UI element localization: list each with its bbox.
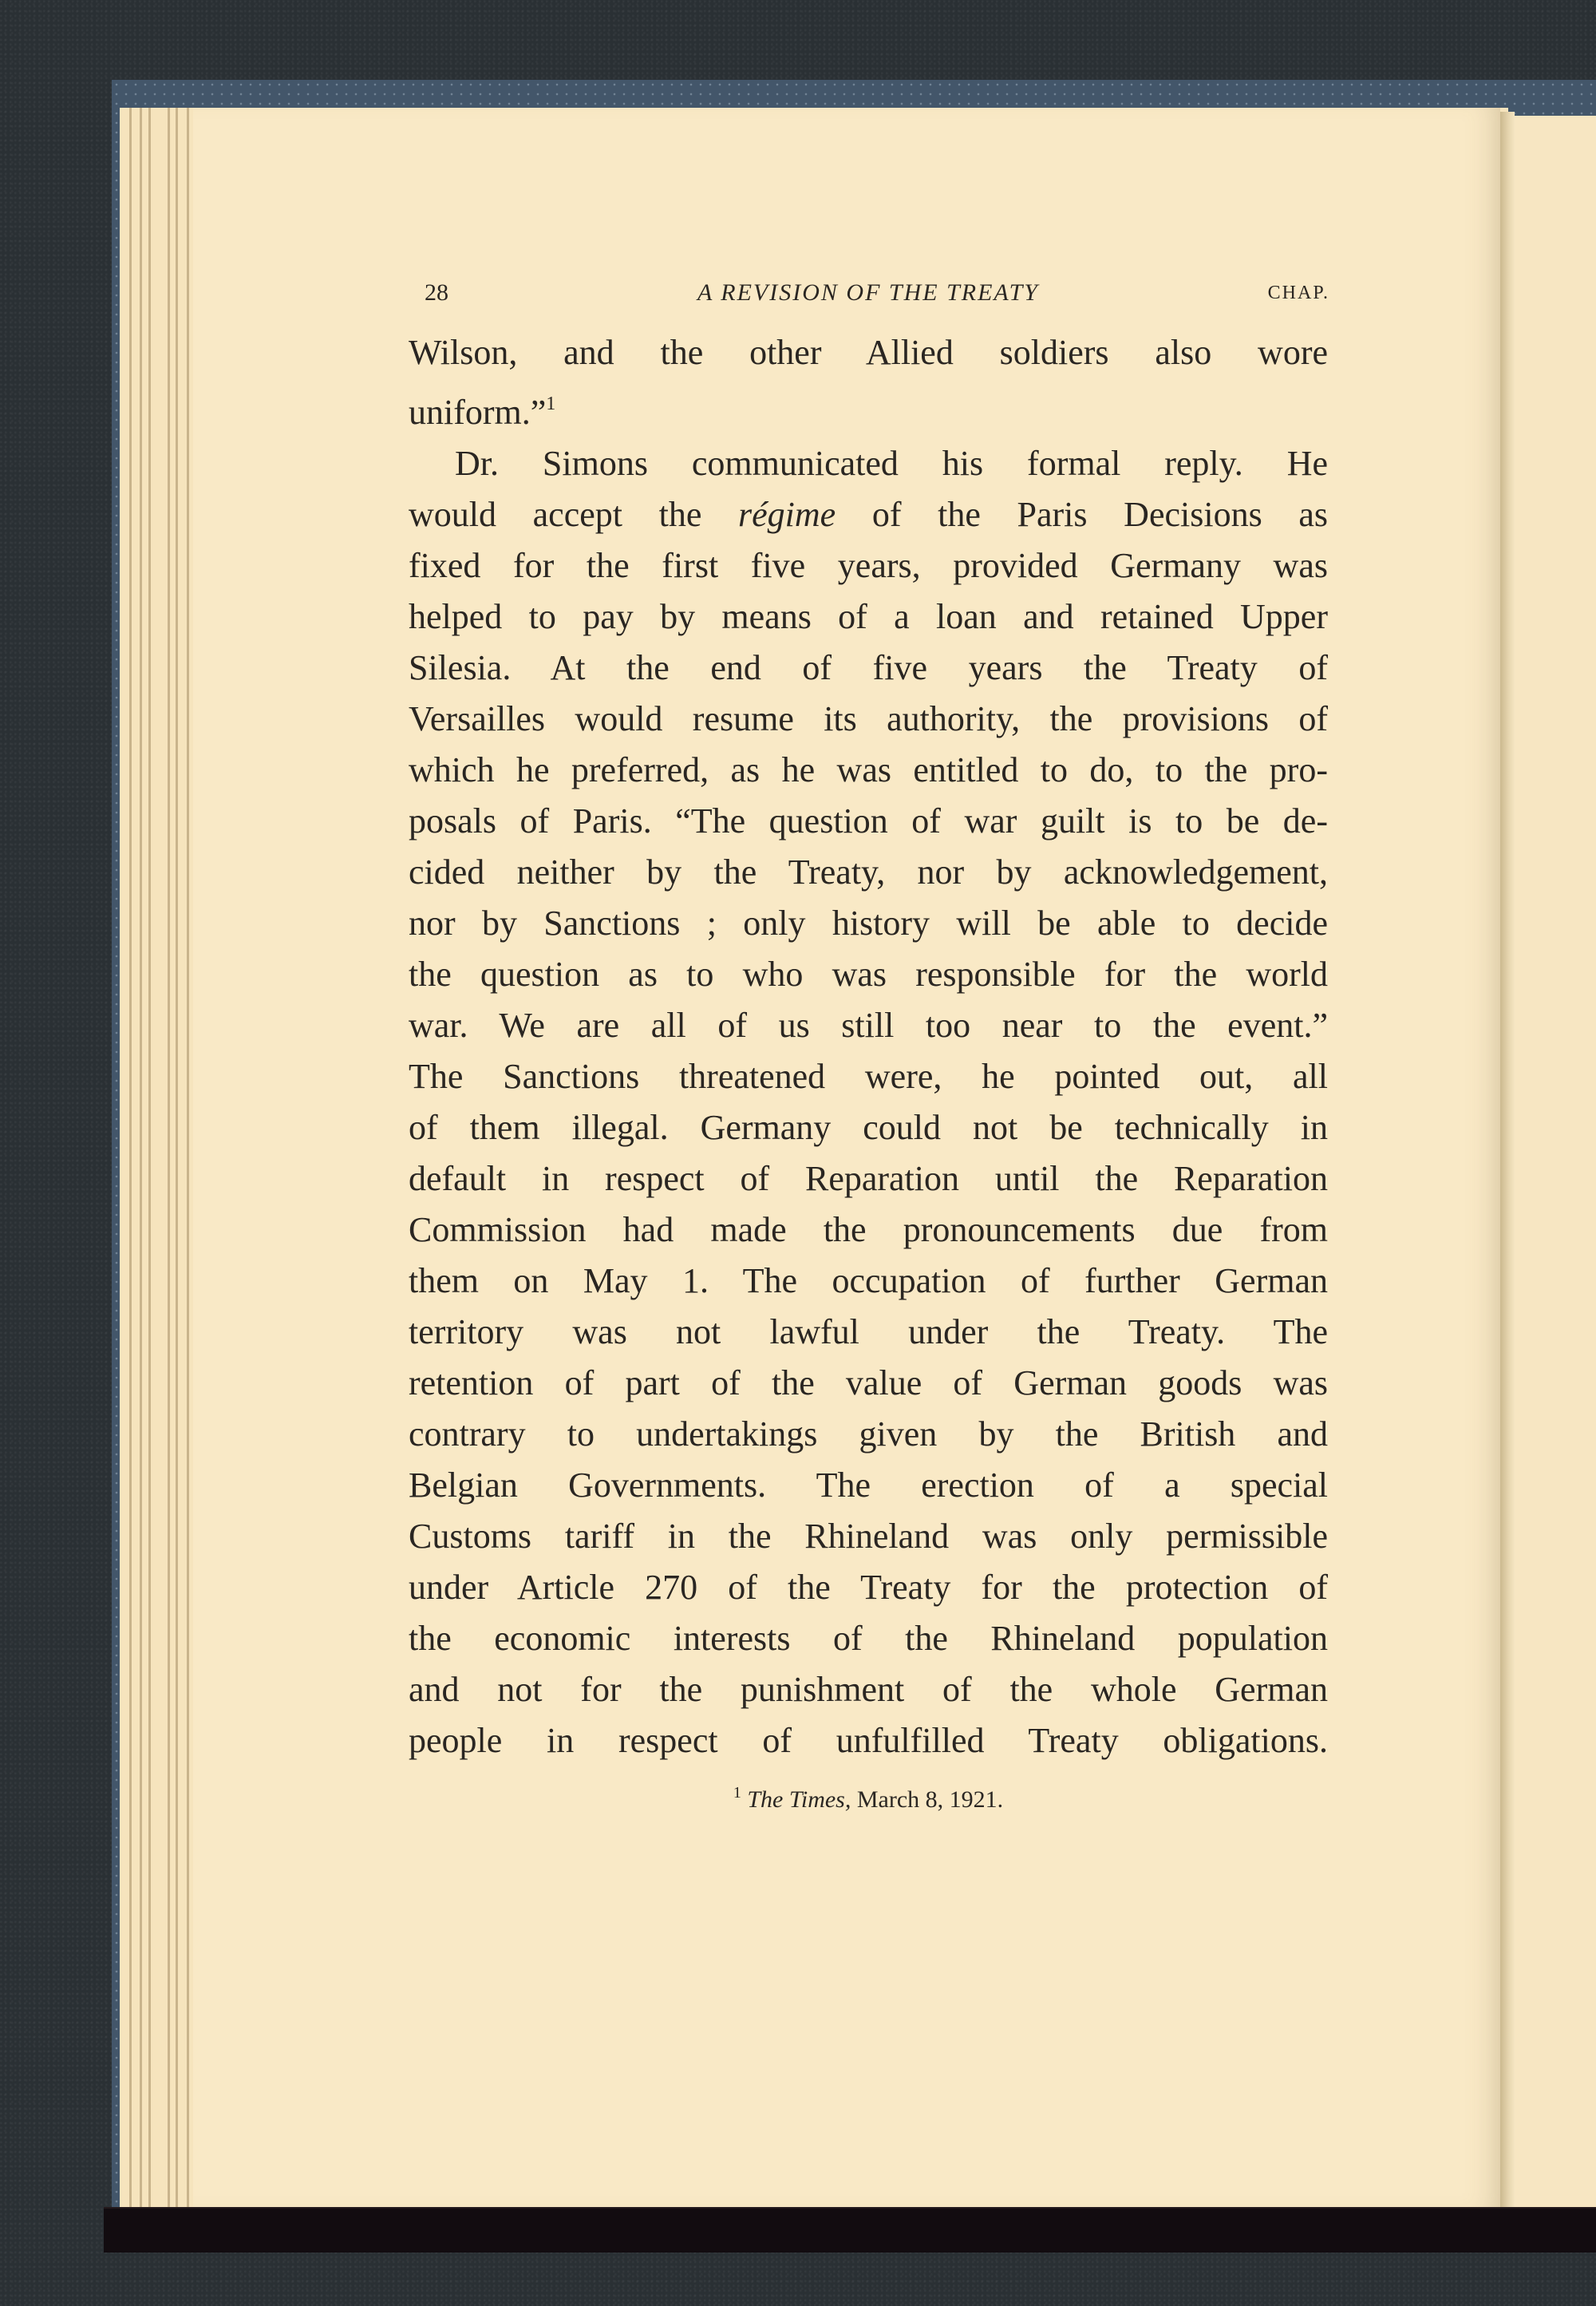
text-fragment: uniform.” xyxy=(409,393,547,432)
text-line xyxy=(409,378,1328,438)
fore-edge-line xyxy=(187,108,189,2207)
text-line: which he preferred, as he was entitled to do, to the pro- xyxy=(409,750,1328,789)
text-line: retention of part of the value of German goods was xyxy=(409,1363,1328,1402)
text-line: Commission had made the pronouncements due from xyxy=(409,1210,1328,1249)
text-line: under Article 270 of the Treaty for the protection of xyxy=(409,1568,1328,1607)
text-line: territory was not lawful under the Treaty. The xyxy=(409,1312,1328,1351)
text-line: people in respect of unfulfilled Treaty obligations. xyxy=(409,1721,1328,1760)
page-gutter xyxy=(1500,112,1515,2207)
text-line: the economic interests of the Rhineland population xyxy=(409,1619,1328,1658)
text-line: cided neither by the Treaty, nor by acknowledgement, xyxy=(409,852,1328,892)
text-line: them on May 1. The occupation of further German xyxy=(409,1261,1328,1300)
book-cover-bottom-edge xyxy=(104,2207,1596,2253)
footnote xyxy=(409,1784,1328,1814)
text-fragment: of the Paris Decisions as xyxy=(871,495,1328,534)
text-line: default in respect of Reparation until the Reparation xyxy=(409,1159,1328,1198)
text-fragment: would accept the xyxy=(409,495,702,534)
text-line: Belgian Governments. The erection of a special xyxy=(409,1465,1328,1505)
body-text xyxy=(409,327,1328,1766)
text-line: of them illegal. Germany could not be technically in xyxy=(409,1108,1328,1147)
text-line: Silesia. At the end of five years the Treaty of xyxy=(409,648,1328,687)
page-text-area xyxy=(409,271,1328,1814)
text-line: war. We are all of us still too near to the event.” xyxy=(409,1006,1328,1045)
text-line: helped to pay by means of a loan and retained Upper xyxy=(409,597,1328,636)
footnote-source: The Times, xyxy=(747,1786,851,1813)
fore-edge-line xyxy=(168,108,170,2207)
text-line: The Sanctions threatened were, he pointed out, all xyxy=(409,1057,1328,1096)
text-line: the question as to who was responsible for the world xyxy=(409,955,1328,994)
italic-word: régime xyxy=(738,495,836,534)
text-line: Dr. Simons communicated his formal reply. He xyxy=(455,444,1328,483)
fore-edge-line xyxy=(148,108,151,2207)
fore-edge-line xyxy=(176,108,178,2207)
text-line: Wilson, and the other Allied soldiers also wore xyxy=(409,333,1328,372)
page-number: 28 xyxy=(425,279,448,306)
text-line: fixed for the first five years, provided Germany was xyxy=(409,546,1328,585)
text-line: and not for the punishment of the whole German xyxy=(409,1670,1328,1709)
text-line: contrary to undertakings given by the British and xyxy=(409,1414,1328,1454)
fore-edge-line xyxy=(129,108,132,2207)
footnote-reference[interactable]: 1 xyxy=(546,394,556,414)
footnote-date: March 8, 1921. xyxy=(856,1786,1004,1813)
text-line: nor by Sanctions ; only history will be able to decide xyxy=(409,904,1328,943)
footnote-marker: 1 xyxy=(733,1784,741,1802)
running-head-title: A REVISION OF THE TREATY xyxy=(697,279,1039,306)
running-head xyxy=(409,271,1328,319)
text-line xyxy=(409,489,1328,540)
text-line: Customs tariff in the Rhineland was only permissible xyxy=(409,1517,1328,1556)
text-line: posals of Paris. “The question of war guilt is to be de- xyxy=(409,801,1328,841)
fore-edge-line xyxy=(140,108,142,2207)
text-line: Versailles would resume its authority, the provisions of xyxy=(409,699,1328,738)
facing-page-edge xyxy=(1515,116,1596,2207)
chapter-label: CHAP. xyxy=(1267,283,1329,303)
